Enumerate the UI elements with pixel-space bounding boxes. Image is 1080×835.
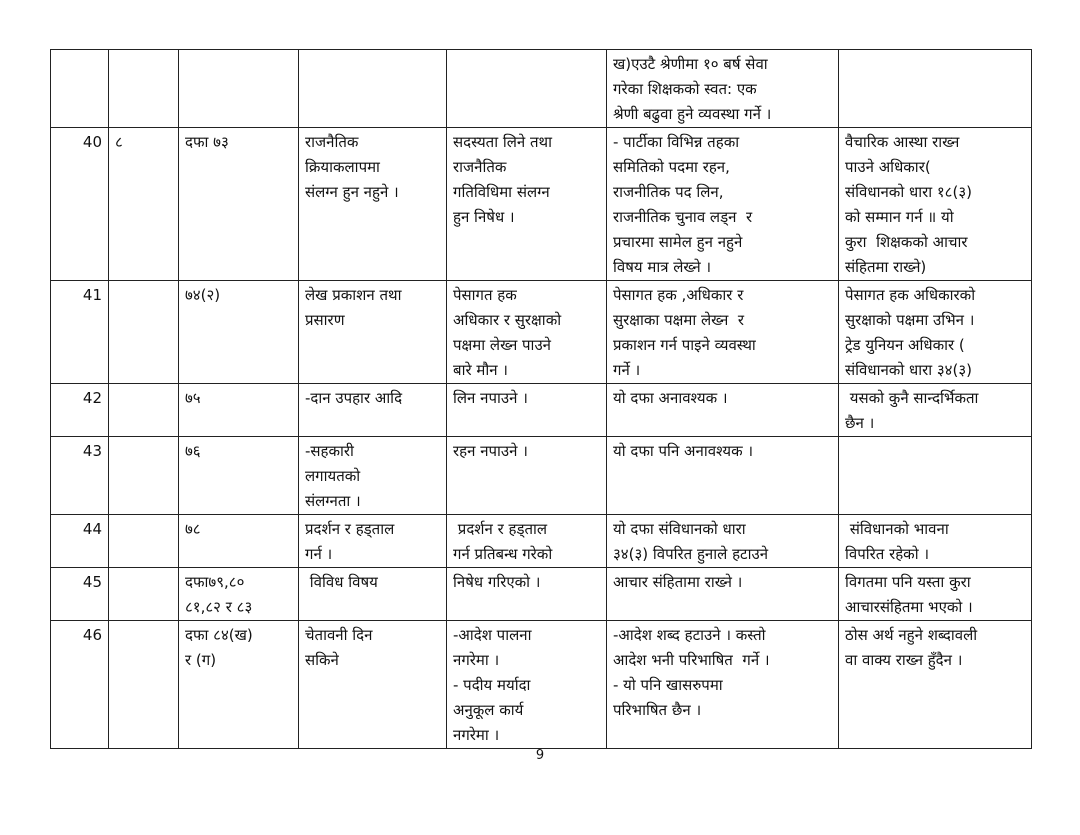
cell-line: -आदेश शब्द हटाउने । कस्तो [613,626,766,644]
current-provision [447,568,607,621]
cell-line: यो दफा संविधानको धारा [613,520,746,538]
clause-reference [179,515,299,568]
clause-reference [179,621,299,749]
cell-line: राजनैतिक [305,133,359,151]
row-number [51,437,109,515]
cell-line: वा वाक्य राख्न हुँदैन । [845,651,963,669]
cell-line: राजनीतिक पद लिन, [613,183,724,201]
cell-line: निषेध गरिएको । [453,573,541,591]
cell-line: समितिको पदमा रहन, [613,158,730,176]
subject [299,384,447,437]
cell-line: चेतावनी दिन [305,626,373,644]
section-marker [109,621,179,749]
cell-text: दफा ७३ [185,133,229,151]
cell-text: ७६ [185,442,201,460]
clause-reference [179,384,299,437]
row-number [51,50,109,128]
comparison-table [50,49,1032,749]
proposed-change [607,568,839,621]
cell-line: संविधानको भावना [845,520,949,538]
section-marker [109,281,179,384]
cell-text: दफा७९,८० ८१,८२ र ८३ [185,573,253,616]
rationale [839,50,1032,128]
cell-text: दफा ८४(ख) र (ग) [185,626,253,669]
rationale [839,568,1032,621]
cell-text: ७५ [185,389,201,407]
cell-line: क्रियाकलापमा [305,158,380,176]
table-row [51,437,1032,515]
cell-line: यो दफा अनावश्यक । [613,389,728,407]
cell-text: 46 [82,626,102,644]
cell-line: आचार संहितामा राख्ने । [613,573,743,591]
table-row [51,281,1032,384]
cell-line: बारे मौन । [453,361,508,379]
table-row [51,128,1032,281]
cell-line: पेसागत हक अधिकारको [845,286,976,304]
rationale [839,281,1032,384]
cell-text: ७८ [185,520,201,538]
cell-line: गरेका शिक्षकको स्वत: एक [613,80,757,98]
table-row [51,384,1032,437]
cell-line: छैन । [845,414,875,432]
subject [299,437,447,515]
rationale [839,621,1032,749]
cell-line: पक्षमा लेख्न पाउने [453,336,551,354]
cell-line: सकिने [305,651,339,669]
current-provision [447,281,607,384]
cell-line: को सम्मान गर्न ॥ यो [845,208,954,226]
cell-line: - पार्टीका विभिन्न तहका [613,133,740,151]
cell-line: वैचारिक आस्था राख्न [845,133,960,151]
cell-line: प्रसारण [305,311,345,329]
cell-line: आचारसंहितमा भएको । [845,598,973,616]
cell-line: नगरेमा । [453,651,500,669]
cell-line: राजनीतिक चुनाव लड्न र [613,208,753,226]
proposed-change [607,50,839,128]
row-number [51,621,109,749]
cell-line: प्रदर्शन र हड्ताल [305,520,395,538]
proposed-change [607,281,839,384]
cell-line: सदस्यता लिने तथा [453,133,553,151]
row-number [51,568,109,621]
proposed-change [607,128,839,281]
row-number [51,515,109,568]
cell-line: संलग्नता । [305,492,361,510]
cell-line: अधिकार र सुरक्षाको [453,311,562,329]
current-provision [447,621,607,749]
cell-line: संविधानको धारा १८(३) [845,183,972,201]
cell-line: संलग्न हुन नहुने । [305,183,399,201]
section-marker [109,568,179,621]
cell-text: 40 [82,133,102,151]
table-row [51,515,1032,568]
cell-line: गर्न । [305,545,333,563]
cell-text: 41 [82,286,102,304]
cell-text: ७४(२) [185,286,221,304]
cell-text: ८ [115,133,123,151]
cell-line: लगायतको [305,467,361,485]
section-marker [109,437,179,515]
subject [299,515,447,568]
rationale [839,515,1032,568]
cell-line: पाउने अधिकार( [845,158,931,176]
cell-line: गर्ने । [613,361,641,379]
proposed-change [607,437,839,515]
section-marker [109,515,179,568]
cell-line: संहितमा राख्ने) [845,258,927,276]
subject [299,128,447,281]
clause-reference [179,50,299,128]
cell-line: विविध विषय [305,573,378,591]
cell-line: विगतमा पनि यस्ता कुरा [845,573,971,591]
subject [299,281,447,384]
section-marker [109,384,179,437]
cell-line: गर्न प्रतिबन्ध गरेको [453,545,553,563]
cell-line: ट्रेड युनियन अधिकार ( [845,336,965,354]
proposed-change [607,384,839,437]
cell-line: ख)एउटै श्रेणीमा १० बर्ष सेवा [613,55,768,73]
clause-reference [179,128,299,281]
cell-line: - यो पनि खासरुपमा [613,676,723,694]
section-marker [109,50,179,128]
cell-line: पेसागत हक [453,286,517,304]
cell-text: 45 [82,573,102,591]
cell-line: -सहकारी [305,442,354,460]
current-provision [447,384,607,437]
current-provision [447,50,607,128]
cell-line: विपरित रहेको । [845,545,930,563]
cell-text: 43 [82,442,102,460]
clause-reference [179,568,299,621]
cell-line: ३४(३) विपरित हुनाले हटाउने [613,545,769,563]
proposed-change [607,621,839,749]
current-provision [447,515,607,568]
row-number [51,384,109,437]
cell-line: - पदीय मर्यादा [453,676,531,694]
cell-line: विषय मात्र लेख्ने । [613,258,712,276]
cell-text: 44 [82,520,102,538]
cell-line: लेख प्रकाशन तथा [305,286,402,304]
cell-line: -दान उपहार आदि [305,389,403,407]
cell-line: अनुकूल कार्य [453,701,524,719]
row-number [51,128,109,281]
cell-line: प्रदर्शन र हड्ताल [453,520,548,538]
cell-line: सुरक्षाका पक्षमा लेख्न र [613,311,745,329]
cell-line: ठोस अर्थ नहुने शब्दावली [845,626,978,644]
cell-line: परिभाषित छैन । [613,701,702,719]
table-row [51,50,1032,128]
cell-line: यसको कुनै सान्दर्भिकता [845,389,979,407]
rationale [839,384,1032,437]
cell-line: नगरेमा । [453,726,500,744]
cell-line: राजनैतिक [453,158,507,176]
cell-line: प्रकाशन गर्न पाइने व्यवस्था [613,336,756,354]
cell-line: -आदेश पालना [453,626,532,644]
subject [299,568,447,621]
clause-reference [179,437,299,515]
cell-line: गतिविधिमा संलग्न [453,183,550,201]
cell-line: रहन नपाउने । [453,442,528,460]
cell-line: श्रेणी बढुवा हुने व्यवस्था गर्ने । [613,105,772,123]
cell-line: लिन नपाउने । [453,389,528,407]
table-row [51,621,1032,749]
cell-text: 42 [82,389,102,407]
row-number [51,281,109,384]
cell-line: कुरा शिक्षकको आचार [845,233,968,251]
cell-line: प्रचारमा सामेल हुन नहुने [613,233,743,251]
table-row [51,568,1032,621]
cell-line: संविधानको धारा ३४(३) [845,361,972,379]
cell-line: आदेश भनी परिभाषित गर्ने । [613,651,770,669]
cell-line: यो दफा पनि अनावश्यक । [613,442,754,460]
page-number: 9 [535,748,545,763]
subject [299,621,447,749]
clause-reference [179,281,299,384]
proposed-change [607,515,839,568]
rationale [839,437,1032,515]
current-provision [447,437,607,515]
subject [299,50,447,128]
section-marker [109,128,179,281]
cell-line: हुन निषेध । [453,208,515,226]
rationale [839,128,1032,281]
cell-line: पेसागत हक ,अधिकार र [613,286,744,304]
cell-line: सुरक्षाको पक्षमा उभिन । [845,311,975,329]
current-provision [447,128,607,281]
